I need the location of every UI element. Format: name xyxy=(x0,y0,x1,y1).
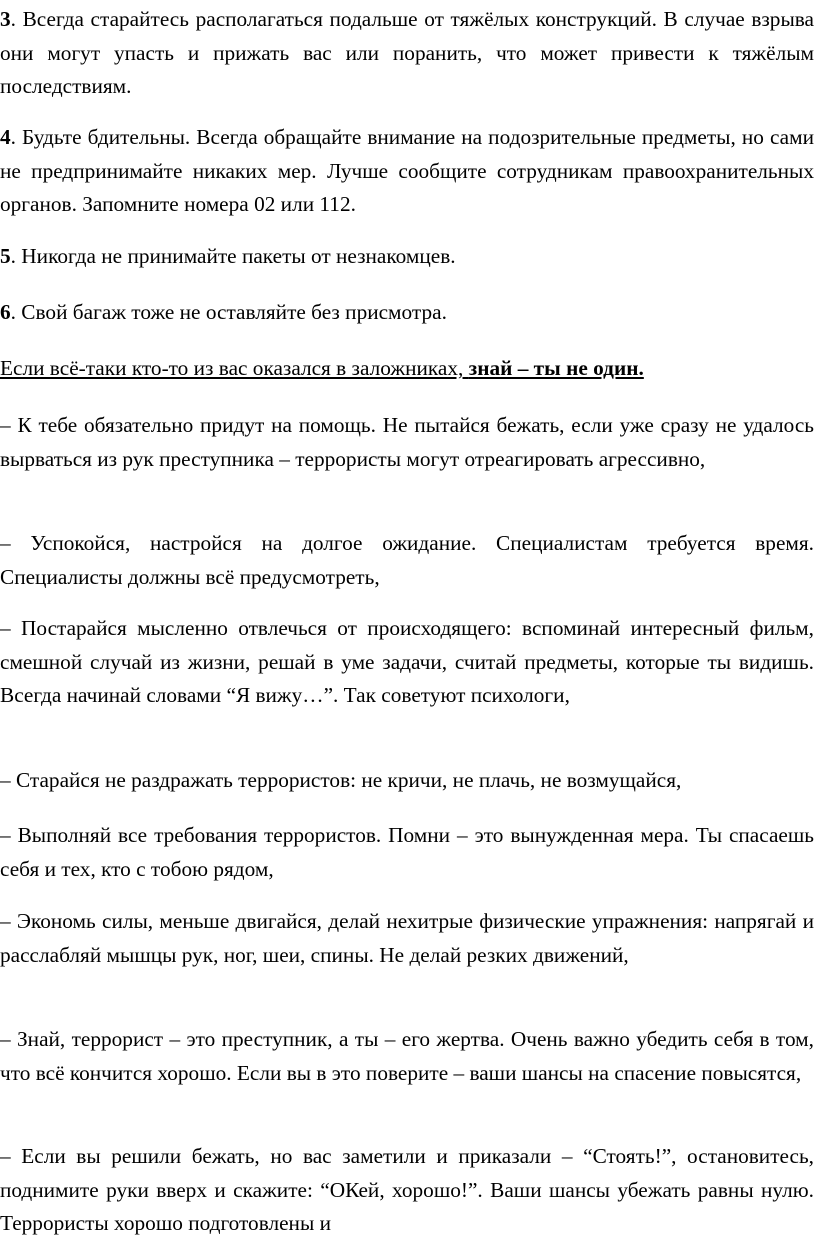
item-number: 4 xyxy=(0,125,11,149)
advice-paragraph: – Успокойся, настройся на долгое ожидание. Специалистам требуется время. Специалисты должны всё предусмотреть, xyxy=(0,531,814,589)
advice-paragraph: – К тебе обязательно придут на помощь. Не пытайся бежать, если уже сразу не удалось вырваться из рук преступника – террористы могут отреагировать агрессивно, xyxy=(0,413,814,471)
advice-paragraph: – Выполняй все требования террористов. Помни – это вынужденная мера. Ты спасаешь себя и тех, кто с тобою рядом, xyxy=(0,823,814,881)
advice-paragraph: – Знай, террорист – это преступник, а ты – его жертва. Очень важно убедить себя в том, что всё кончится хорошо. Если вы в это поверите – ваши шансы на спасение повысятся, xyxy=(0,1027,814,1085)
item-3 xyxy=(0,3,814,104)
advice-paragraph: – Если вы решили бежать, но вас заметили и приказали – “Стоять!”, остановитесь, поднимите руки вверх и скажите: “ОКей, хорошо!”. Ваши шансы убежать равны нулю. Террористы хорошо подготовлены и xyxy=(0,1144,814,1235)
item-4 xyxy=(0,121,814,222)
item-5 xyxy=(0,240,814,274)
advice-paragraph: – Экономь силы, меньше двигайся, делай нехитрые физические упражнения: напрягай и расслабляй мышцы рук, ног, шеи, спины. Не делай резких движений, xyxy=(0,909,814,967)
advice-paragraph: – Постарайся мысленно отвлечься от происходящего: вспоминай интересный фильм, смешной случай из жизни, решай в уме задачи, считай предметы, которые ты видишь. Всегда начинай словами “Я вижу…”. Так советуют психологи, xyxy=(0,616,814,707)
item-text: . Всегда старайтесь располагаться подальше от тяжёлых конструкций. В случае взрыва они могут упасть и прижать вас или поранить, что может привести к тяжёлым последствиям. xyxy=(0,7,814,98)
item-number: 6 xyxy=(0,300,11,324)
item-text: . Будьте бдительны. Всегда обращайте внимание на подозрительные предметы, но сами не предпринимайте никаких мер. Лучше сообщите сотрудникам правоохранительных органов. Запомните номера 02 или 112. xyxy=(0,125,814,216)
item-number: 3 xyxy=(0,7,11,31)
hostage-heading-normal: Если всё-таки кто-то из вас оказался в заложниках, xyxy=(0,356,469,380)
item-number: 5 xyxy=(0,244,11,268)
advice-paragraph: – Старайся не раздражать террористов: не кричи, не плачь, не возмущайся, xyxy=(0,768,682,792)
hostage-heading-bold: знай – ты не один. xyxy=(468,356,644,380)
item-text: . Свой багаж тоже не оставляйте без присмотра. xyxy=(10,300,447,324)
hostage-heading xyxy=(0,352,814,386)
item-text: . Никогда не принимайте пакеты от незнакомцев. xyxy=(10,244,456,268)
item-6 xyxy=(0,296,814,330)
